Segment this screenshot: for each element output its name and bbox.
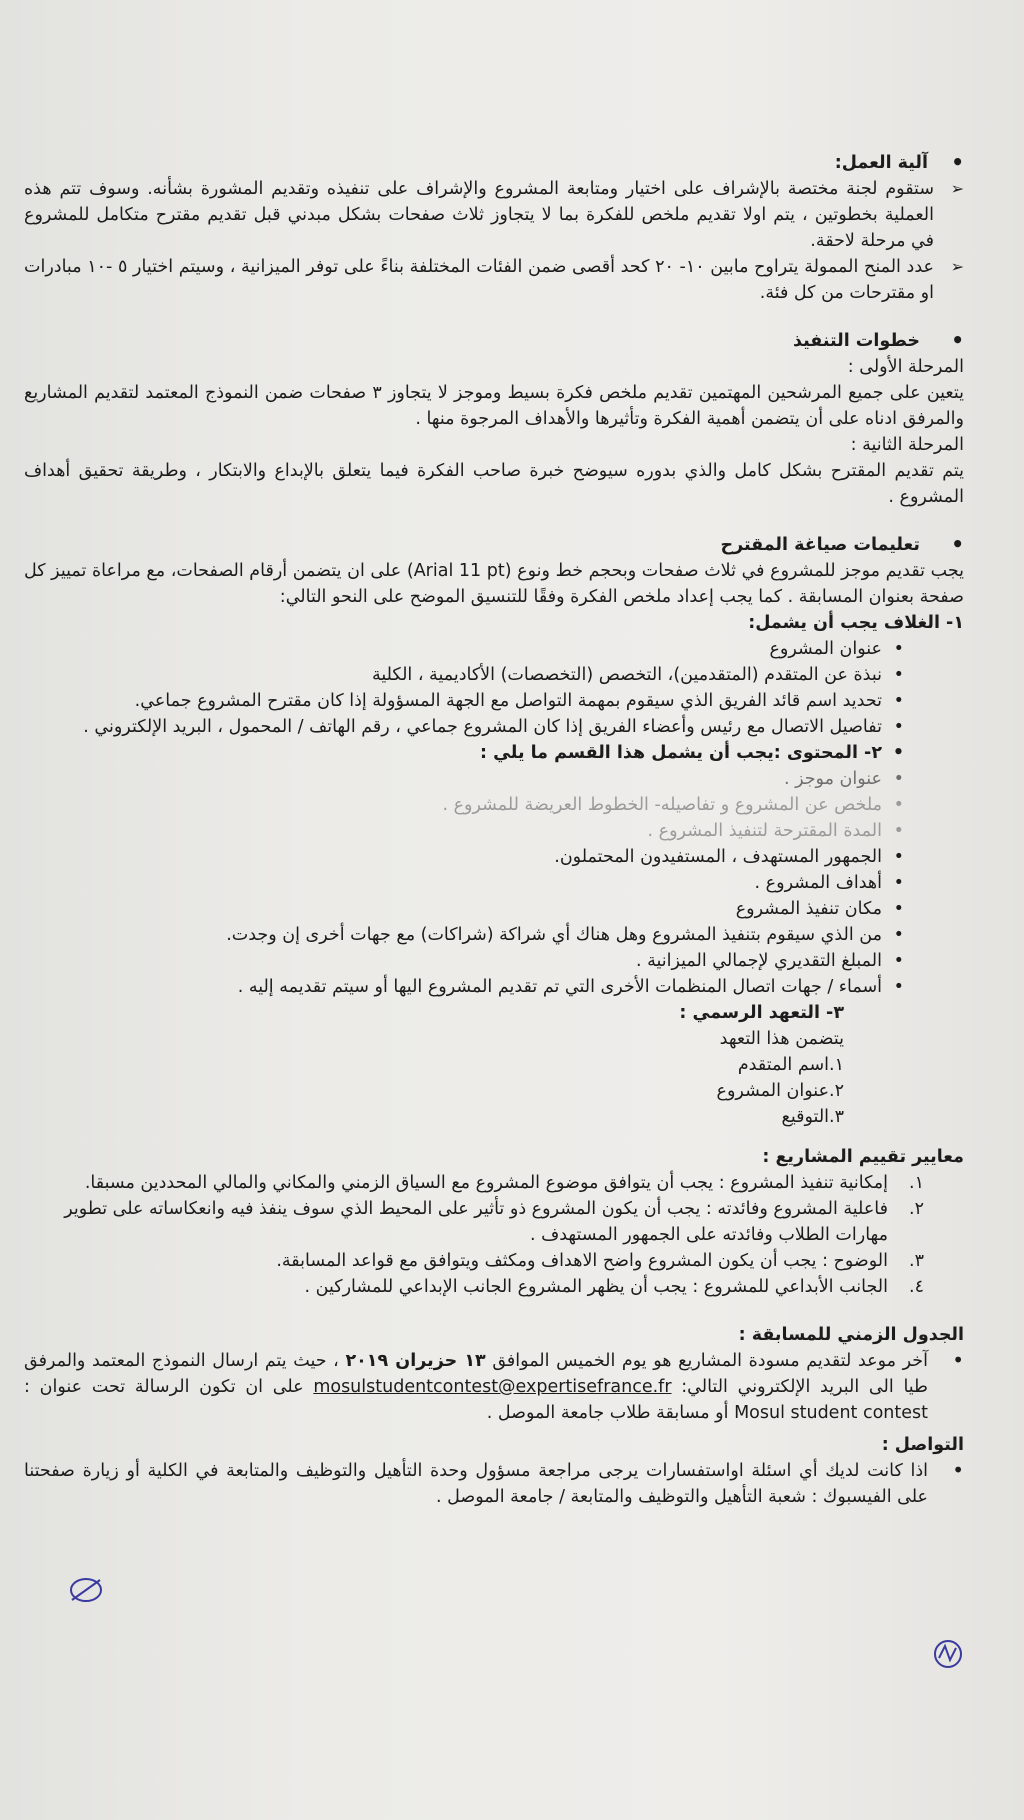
item-text: الوضوح : يجب أن يكون المشروع واضح الاهداف ومكثف ويتوافق مع قواعد المسابقة. [276, 1251, 888, 1271]
item-number: ٢. [909, 1199, 924, 1219]
mechanism-title: • آلية العمل: [24, 150, 964, 176]
deadline-date: ١٣ حزيران ٢٠١٩ [345, 1351, 486, 1371]
criteria-title: معايير تقييم المشاريع : [762, 1147, 964, 1167]
pledge-item: ٣.التوقيع [781, 1107, 844, 1127]
list-item: • أهداف المشروع . [24, 870, 904, 896]
pledge-block [24, 1000, 964, 1130]
item-number: ٤. [909, 1277, 924, 1297]
contact-title: التواصل : [881, 1435, 964, 1455]
item-number: ٣. [909, 1251, 924, 1271]
item-number: ١. [909, 1173, 924, 1193]
mechanism-section [24, 150, 964, 306]
list-item: • مكان تنفيذ المشروع [24, 896, 904, 922]
cover-title: ١- الغلاف يجب أن يشمل: [748, 613, 964, 633]
steps-section [24, 328, 964, 510]
mechanism-item-1-text: ستقوم لجنة مختصة بالإشراف على اختيار ومتابعة المشروع والإشراف على تنفيذه وتقديم المشورة بشأنه. وسوف تتم هذه العملية بخطوتين ، يتم اولا تقديم ملخص للفكرة بما لا يتجاوز ثلاث صفحات بشكل مبدني قبل تقديم مقترح متكامل للمشروع في مرحلة لاحقة. [24, 179, 934, 251]
drafting-section [24, 532, 964, 1130]
contact-text: • اذا كانت لديك أي اسئلة اواستفسارات يرجى مراجعة مسؤول وحدة التأهيل والتوظيف والمتابعة في الكلية أو زيارة صفحتنا على الفيسبوك : شعبة التأهيل والتوظيف والمتابعة / جامعة الموصل . [24, 1458, 964, 1510]
list-item: • أسماء / جهات اتصال المنظمات الأخرى التي تم تقديم المشروع اليها أو سيتم تقديمه إليه . [24, 974, 904, 1000]
pen-mark-icon [930, 1636, 966, 1672]
content-list [24, 740, 964, 1000]
schedule-text [24, 1348, 964, 1426]
list-item [24, 1170, 924, 1196]
contact-section [24, 1432, 964, 1510]
pen-mark-icon [66, 1572, 106, 1608]
pledge-title: ٣- التعهد الرسمي : [679, 1003, 844, 1023]
item-text: الجانب الأبداعي للمشروع : يجب أن يظهر المشروع الجانب الإبداعي للمشاركين . [304, 1277, 888, 1297]
criteria-section [24, 1144, 964, 1300]
drafting-intro: يجب تقديم موجز للمشروع في ثلاث صفحات وبحجم خط ونوع (Arial 11 pt) على ان يتضمن أرقام الصفحات، مع مراعاة تمييز كل صفحة بعنوان المسابقة . كما يجب إعداد ملخص الفكرة وفقًا للتنسيق الموضح على النحو التالي: [24, 561, 965, 607]
mechanism-item-2-text: عدد المنح الممولة يتراوح مابين ١٠- ٢٠ كحد أقصى ضمن الفئات المختلفة بناءً على توفر الميزانية ، وسيتم اختيار ٥ -١٠ مبادرات او مقترحات من كل فئة. [24, 257, 934, 303]
cover-list [24, 636, 964, 740]
schedule-text-2: ، حيث يتم ارسال النموذج المعتمد والمرفق طيا الى البريد الإلكتروني التالي: [24, 1351, 928, 1397]
phase2-text: يتم تقديم المقترح بشكل كامل والذي بدوره سيوضح خبرة صاحب الفكرة فيما يتعلق بالإبداع والابتكار ، وطريقة تحقيق أهداف المشروع . [24, 461, 964, 507]
pledge-item: ٢.عنوان المشروع [716, 1081, 844, 1101]
arrow-bullet-icon: ➢ [950, 179, 964, 198]
phase1-text: يتعين على جميع المرشحين المهتمين تقديم ملخص فكرة بسيط وموجز لا يتجاوز ٣ صفحات ضمن النموذج المعتمد لتقديم المشاريع والمرفق ادناه على أن يتضمن أهمية الفكرة وتأثيرها والأهداف المرجوة منها . [24, 383, 965, 429]
list-item [24, 1248, 924, 1274]
mechanism-item-2 [24, 254, 964, 306]
pledge-intro: يتضمن هذا التعهد [719, 1029, 844, 1049]
phase2-label: المرحلة الثانية : [850, 435, 964, 455]
criteria-list [24, 1170, 964, 1300]
mechanism-item-1 [24, 176, 964, 254]
list-item: • المدة المقترحة لتنفيذ المشروع . [24, 818, 904, 844]
list-item: • تفاصيل الاتصال مع رئيس وأعضاء الفريق إذا كان المشروع جماعي ، رقم الهاتف / المحمول ، البريد الإلكتروني . [24, 714, 904, 740]
item-text: فاعلية المشروع وفائدته : يجب أن يكون المشروع ذو تأثير على المحيط الذي سوف ينفذ فيه وانعكاساته على تطوير مهارات الطلاب وفائدته على الجمهور المستهدف . [64, 1199, 888, 1245]
schedule-text-1: آخر موعد لتقديم مسودة المشاريع هو يوم الخميس الموافق [492, 1351, 928, 1371]
list-item: • عنوان موجز . [24, 766, 904, 792]
drafting-title: • تعليمات صياغة المقترح [24, 532, 964, 558]
arrow-bullet-icon: ➢ [950, 257, 964, 276]
pledge-item: ١.اسم المتقدم [737, 1055, 844, 1075]
schedule-title: الجدول الزمني للمسابقة : [738, 1325, 964, 1345]
steps-title: • خطوات التنفيذ [24, 328, 964, 354]
list-item: • ملخص عن المشروع و تفاصيله- الخطوط العريضة للمشروع . [24, 792, 904, 818]
phase1-label: المرحلة الأولى : [847, 357, 964, 377]
list-item [24, 1274, 924, 1300]
schedule-text-3: على ان تكون الرسالة تحت عنوان : [24, 1377, 304, 1397]
list-item: • من الذي سيقوم بتنفيذ المشروع وهل هناك أي شراكة (شراكات) مع جهات أخرى إن وجدت. [24, 922, 904, 948]
schedule-text-4: أو مسابقة طلاب جامعة الموصل . [486, 1403, 729, 1423]
list-item [24, 1196, 924, 1248]
item-text: إمكانية تنفيذ المشروع : يجب أن يتوافق موضوع المشروع مع السياق الزمني والمكاني والمالي المحددين مسبقا. [84, 1173, 888, 1193]
list-item: • تحديد اسم قائد الفريق الذي سيقوم بمهمة التواصل مع الجهة المسؤولة إذا كان مقترح المشروع جماعي. [24, 688, 904, 714]
list-item: • نبذة عن المتقدم (المتقدمين)، التخصص (التخصصات) الأكاديمية ، الكلية [24, 662, 904, 688]
content-title: • ٢- المحتوى :يجب أن يشمل هذا القسم ما يلي : [24, 740, 904, 766]
email-link[interactable]: mosulstudentcontest@expertisefrance.fr [313, 1377, 672, 1397]
list-item: • المبلغ التقديري لإجمالي الميزانية . [24, 948, 904, 974]
schedule-section [24, 1322, 964, 1426]
list-item: • الجمهور المستهدف ، المستفيدون المحتملون. [24, 844, 904, 870]
list-item: • عنوان المشروع [24, 636, 904, 662]
subject-english: Mosul student contest [734, 1403, 928, 1423]
